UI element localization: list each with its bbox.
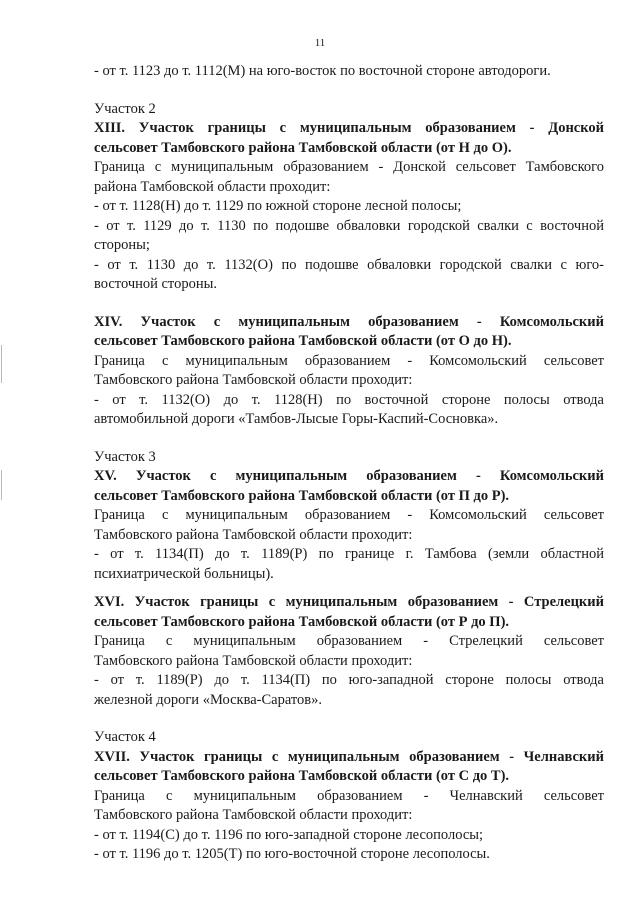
- document-body: [94, 62, 604, 865]
- page-number: 11: [314, 37, 326, 49]
- paragraph-line: - от т. 1134(П) до т. 1189(Р) по границе г. Тамбова (земли областной: [94, 546, 604, 562]
- paragraph-line: - от т. 1132(О) до т. 1128(Н) по восточной стороне полосы отвода: [94, 391, 604, 408]
- paragraph-line: железной дороги «Москва-Саратов».: [94, 691, 323, 708]
- paragraph-line: - от т. 1194(С) до т. 1196 по юго-западной стороне лесополосы;: [94, 826, 484, 843]
- paragraph-line: - от т. 1128(Н) до т. 1129 по южной стороне лесной полосы;: [94, 198, 462, 214]
- margin-scan-mark: [1, 345, 2, 383]
- paragraph-line: восточной стороны.: [94, 276, 217, 292]
- paragraph-line: Тамбовского района Тамбовской области проходит:: [94, 807, 413, 823]
- paragraph-line: - от т. 1196 до т. 1205(Т) по юго-восточной стороне лесополосы.: [94, 846, 490, 862]
- section-heading: XVI. Участок границы с муниципальным образованием - Стрелецкий: [94, 594, 604, 610]
- margin-scan-mark: [1, 470, 2, 500]
- paragraph-line: - от т. 1189(Р) до т. 1134(П) по юго-западной стороне полосы отвода: [94, 672, 604, 688]
- section-heading: XIII. Участок границы с муниципальным образованием - Донской: [94, 120, 604, 136]
- paragraph-line: - от т. 1123 до т. 1112(М) на юго-восток по восточной стороне автодороги.: [94, 63, 551, 79]
- paragraph-line: Граница с муниципальным образованием - Комсомольский сельсовет: [94, 352, 604, 369]
- part-label: Участок 4: [94, 729, 156, 745]
- paragraph-line: района Тамбовской области проходит:: [94, 178, 331, 195]
- section-heading: сельсовет Тамбовского района Тамбовской области (от О до Н).: [94, 333, 512, 349]
- section-heading: сельсовет Тамбовского района Тамбовской области (от П до Р).: [94, 487, 510, 504]
- paragraph-line: - от т. 1129 до т. 1130 по подошве обваловки городской свалки с восточной: [94, 217, 604, 234]
- paragraph-line: Граница с муниципальным образованием - Донской сельсовет Тамбовского: [94, 159, 604, 175]
- paragraph-line: стороны;: [94, 237, 150, 253]
- section-heading: XV. Участок с муниципальным образованием - Комсомольский: [94, 468, 604, 484]
- section-heading: сельсовет Тамбовского района Тамбовской области (от С до Т).: [94, 768, 510, 784]
- paragraph-line: Тамбовского района Тамбовской области проходит:: [94, 652, 413, 669]
- section-heading: XIV. Участок с муниципальным образованием - Комсомольский: [94, 313, 604, 330]
- paragraph-line: психиатрической больницы).: [94, 565, 274, 582]
- paragraph-line: Граница с муниципальным образованием - Стрелецкий сельсовет: [94, 633, 604, 649]
- section-heading: сельсовет Тамбовского района Тамбовской области (от Р до П).: [94, 613, 510, 630]
- part-label: Участок 3: [94, 448, 156, 465]
- paragraph-line: Тамбовского района Тамбовской области проходит:: [94, 526, 413, 543]
- paragraph-line: Граница с муниципальным образованием - Челнавский сельсовет: [94, 787, 604, 804]
- section-heading: сельсовет Тамбовского района Тамбовской области (от Н до О).: [94, 139, 512, 156]
- paragraph-line: автомобильной дороги «Тамбов-Лысые Горы-Каспий-Сосновка».: [94, 411, 499, 427]
- section-heading: XVII. Участок границы с муниципальным образованием - Челнавский: [94, 748, 604, 765]
- part-label: Участок 2: [94, 100, 156, 117]
- paragraph-line: Тамбовского района Тамбовской области проходит:: [94, 372, 413, 388]
- paragraph-line: - от т. 1130 до т. 1132(О) по подошве обваловки городской свалки с юго-: [94, 256, 604, 273]
- paragraph-line: Граница с муниципальным образованием - Комсомольский сельсовет: [94, 507, 604, 523]
